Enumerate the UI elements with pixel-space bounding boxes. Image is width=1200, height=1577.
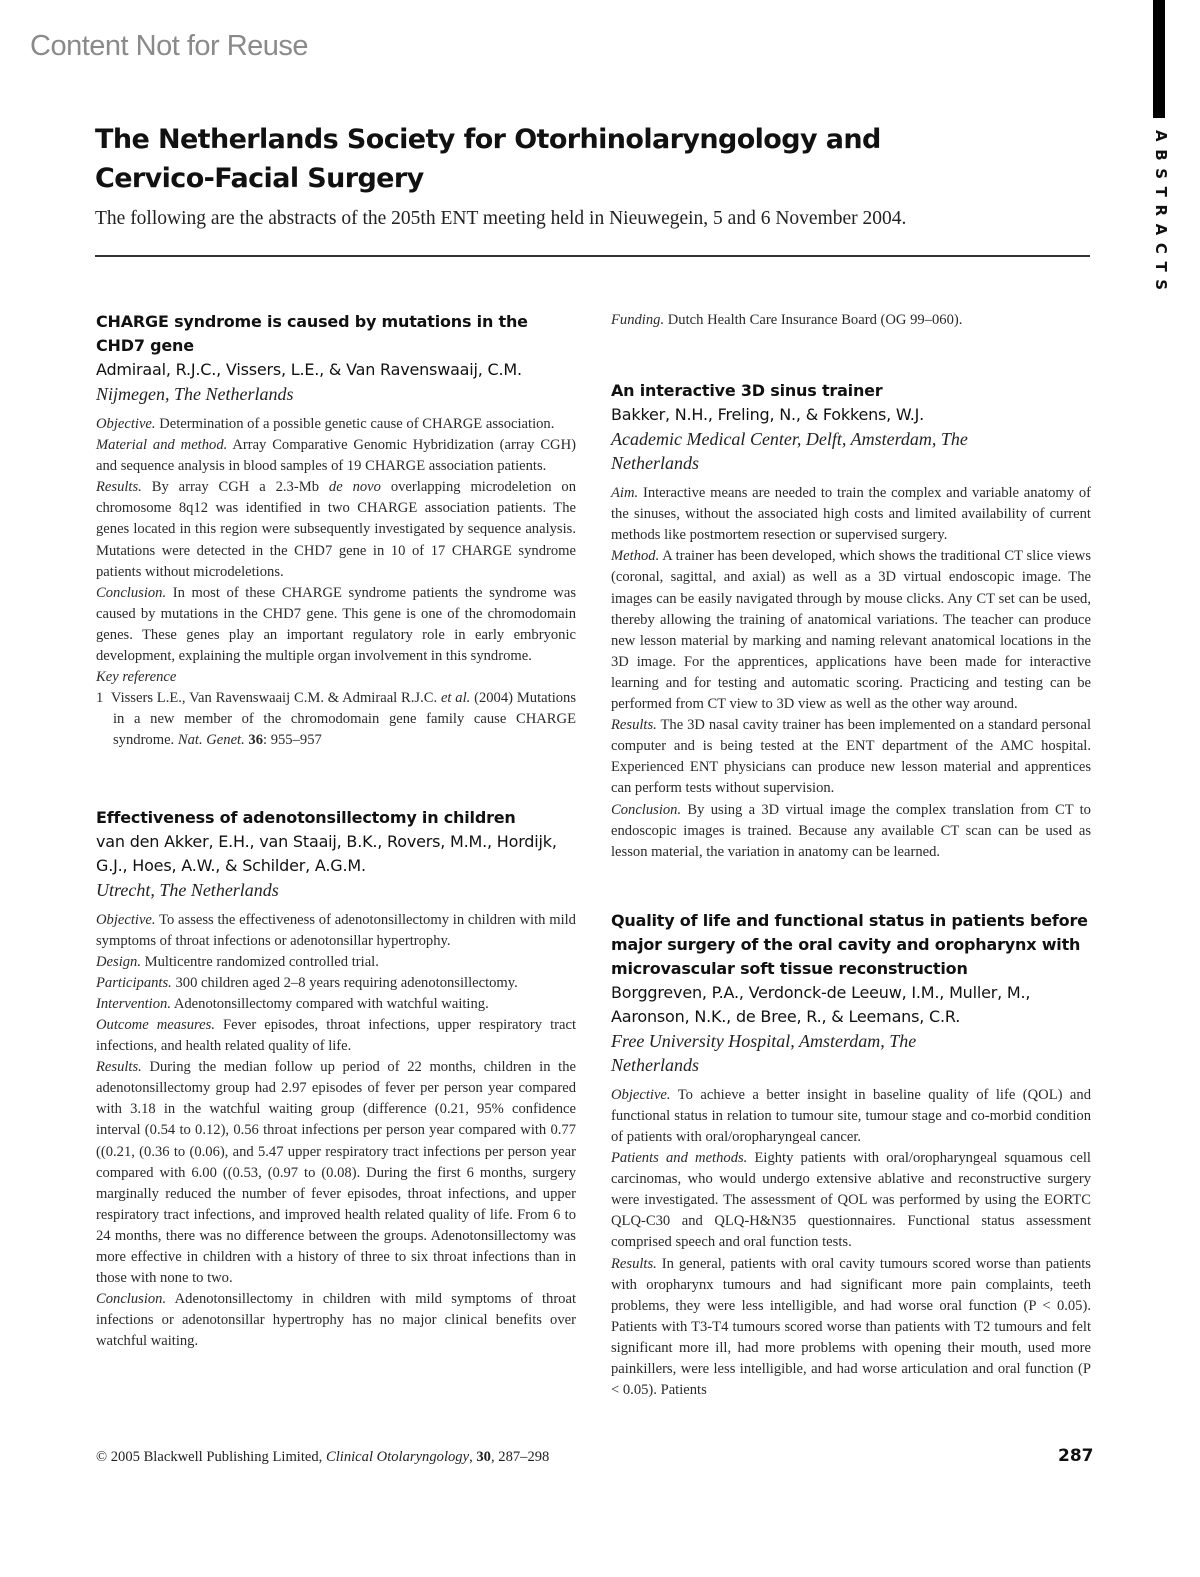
abstract-authors: van den Akker, E.H., van Staaij, B.K., Rovers, M.M., Hordijk, G.J., Hoes, A.W., & Schilder, A.G.M. [96, 831, 557, 875]
section-text: Multicentre randomized controlled trial. [144, 953, 379, 970]
section-label: Design. [96, 953, 141, 970]
section-label: Objective. [611, 1086, 671, 1103]
section-conclusion [96, 583, 576, 667]
footer-copyright: © 2005 Blackwell Publishing Limited, Clinical Otolaryngology, 30, 287–298 [96, 1449, 550, 1465]
abstract-authors: Borggreven, P.A., Verdonck-de Leeuw, I.M., Muller, M., Aaronson, N.K., de Bree, R., & Leemans, C.R. [611, 982, 1031, 1026]
abstract-title: Effectiveness of adenotonsillectomy in children [96, 807, 516, 827]
abstract-affiliation: Utrecht, The Netherlands [96, 879, 279, 900]
abstract-body [611, 483, 1091, 863]
section-label: Patients and methods. [611, 1150, 748, 1167]
section-objective [611, 1085, 1091, 1148]
journal-pages: , 287–298 [490, 1449, 550, 1465]
reference-authors: Vissers L.E., Van Ravenswaaij C.M. & Admiraal R.J.C. [110, 690, 438, 707]
section-text: Adenotonsillectomy compared with watchful waiting. [173, 995, 489, 1012]
section-results [611, 715, 1091, 799]
section-italic-term: de novo [328, 479, 381, 496]
section-label-text: ABSTRACTS [1152, 130, 1170, 298]
section-text: By array CGH a 2.3-Mb [151, 479, 329, 496]
header-divider [95, 255, 1090, 257]
reference-etal: et al. [440, 690, 471, 707]
section-text: overlapping microdeletion on chromosome 8q12 was identified in two CHARGE association patients. The genes located in this region were subsequently investigated by sequence analysis. Mutations were detected in the CHD7 gene in 10 of 17 CHARGE syndrome patients without microdeletions. [96, 479, 576, 580]
abstract-adenotonsillectomy [96, 806, 576, 1353]
section-results [611, 1254, 1091, 1402]
copyright-text: © 2005 Blackwell Publishing Limited, [96, 1449, 326, 1465]
reference-journal: Nat. Genet. [177, 732, 245, 749]
abstract-affiliation: Nijmegen, The Netherlands [96, 384, 294, 404]
section-text: To assess the effectiveness of adenotonsillectomy in children with mild symptoms of throat infections or adenotonsillar hypertrophy. [96, 911, 576, 949]
section-design [96, 952, 576, 973]
section-text: To achieve a better insight in baseline quality of life (QOL) and functional status in relation to tumour site, tumour stage and co-morbid condition of patients with oral/oropharyngeal cancer. [611, 1086, 1092, 1145]
reference-item [96, 688, 576, 751]
section-label: Results. [611, 1255, 657, 1272]
abstract-affiliation: Free University Hospital, Amsterdam, The Netherlands [611, 1030, 917, 1075]
watermark-text: Content Not for Reuse [30, 30, 309, 62]
abstract-quality-of-life [611, 909, 1091, 1401]
section-text: During the median follow up period of 22 months, children in the adenotonsillectomy group had 2.97 episodes of fever per person year compared with 3.18 in the watchful waiting group (difference (0.21, 95% confidence interval (0.54 to 0.12), 0.56 throat infections per person year compared with 0.77 ((0.21, (0.36 to (0.06), and 5.47 upper respiratory tract infections per person year compared with 6.00 ((0.53, (0.97 to (0.08). During the first 6 months, surgery marginally reduced the number of fever episodes, throat infections, and upper respiratory tract infections, and improved health related quality of life. From 6 to 24 months, there was no difference between the groups. Adenotonsillectomy was more effective in children with a history of three to six throat infections than in those with none to two. [96, 1059, 577, 1287]
section-label: Objective. [96, 416, 156, 432]
page-number: 287 [1058, 1446, 1094, 1466]
abstract-sinus-trainer [611, 379, 1091, 863]
abstract-title: CHARGE syndrome is caused by mutations in the CHD7 gene [96, 312, 528, 355]
section-text: In most of these CHARGE syndrome patients the syndrome was caused by mutations in the CHD7 gene. This gene is one of the chromodomain genes. These genes play an important regulatory role in early embryonic development, explaining the multiple organ involvement in this syndrome. [96, 584, 577, 665]
abstract-body [611, 1085, 1091, 1401]
section-text: Fever episodes, throat infections, upper respiratory tract infections, and health related quality of life. [96, 1016, 576, 1055]
abstract-authors: Admiraal, R.J.C., Vissers, L.E., & Van Ravenswaaij, C.M. [96, 360, 522, 379]
reference-volume: 36 [248, 732, 264, 749]
section-label: Objective. [96, 911, 156, 928]
section-results [96, 1057, 576, 1289]
section-funding [611, 310, 1091, 331]
abstract-authors: Bakker, N.H., Freling, N., & Fokkens, W.J. [611, 405, 925, 425]
left-column [96, 310, 576, 1398]
section-text: Adenotonsillectomy in children with mild symptoms of throat infections or adenotonsillar hypertrophy has no major clinical benefits over watchful waiting. [96, 1291, 577, 1350]
section-text: Interactive means are needed to train the complex and variable anatomy of the sinuses, without the associated high costs and limited availability of current methods like postmortem resection or supervised surgery. [611, 485, 1091, 544]
reference-number: 1 [96, 690, 104, 707]
reference-pages: : 955–957 [263, 732, 322, 749]
section-text: By using a 3D virtual image the complex translation from CT to endoscopic images is trained. Because any available CT scan can be used as lesson material, the variation in anatomy can be learned. [611, 801, 1091, 860]
section-outcome-measures [96, 1015, 576, 1057]
section-objective [96, 910, 576, 952]
section-conclusion [96, 1289, 576, 1352]
section-label: Participants. [96, 974, 172, 991]
journal-name: Clinical Otolaryngology [325, 1449, 470, 1465]
section-label: Intervention. [96, 995, 171, 1012]
section-label: Material and method. [96, 437, 228, 454]
section-method [611, 546, 1091, 715]
section-label: Results. [611, 717, 657, 734]
section-label: Method. [611, 548, 660, 565]
section-text: A trainer has been developed, which shows the traditional CT slice views (coronal, sagittal, and axial) as well as a 3D virtual endoscopic image. The images can be easily navigated through by mouse clicks. Any CT set can be used, thereby allowing the training of anatomical variations. The teacher can produce new lesson material by marking and naming relevant anatomical locations in the 3D image. For the apprentices, applications have been made for interactive learning and for testing and automatic scoring. Practicing and testing can be performed from CT view to 3D view as well as the other way around. [611, 548, 1091, 713]
abstract-title: Quality of life and functional status in patients before major surgery of the oral cavity and oropharynx with microvascular soft tissue reconstruction [611, 910, 1088, 978]
section-text: Determination of a possible genetic cause of CHARGE association. [159, 416, 555, 432]
key-reference-heading: Key reference [96, 669, 177, 686]
journal-volume: 30 [476, 1449, 491, 1465]
abstract-charge [96, 310, 576, 752]
reference-title: Mutations in a new member of the chromodomain gene family cause CHARGE syndrome. [113, 690, 577, 749]
section-aim [611, 483, 1091, 546]
reference-year: (2004) [474, 690, 514, 707]
section-label: Conclusion. [611, 801, 682, 818]
section-participants [96, 973, 576, 994]
abstract-title: An interactive 3D sinus trainer [611, 381, 883, 401]
section-text: The 3D nasal cavity trainer has been implemented on a standard personal computer and is being tested at the ENT department of the AMC hospital. Experienced ENT physicians can produce new lesson material and apprentices can perform tests without supervision. [611, 717, 1092, 797]
section-label: Conclusion. [96, 584, 167, 601]
section-label: Results. [96, 1059, 142, 1076]
section-results [96, 477, 576, 582]
abstract-body [96, 414, 576, 752]
section-tab-bar [1153, 0, 1165, 118]
section-patients-methods [611, 1148, 1091, 1253]
abstract-body [96, 910, 576, 1353]
section-text: 300 children aged 2–8 years requiring adenotonsillectomy. [175, 974, 518, 991]
section-text: Array Comparative Genomic Hybridization (array CGH) and sequence analysis in blood samples of 19 CHARGE association patients. [96, 437, 576, 475]
section-conclusion [611, 800, 1091, 863]
section-label: Aim. [611, 485, 639, 502]
section-text: Eighty patients with oral/oropharyngeal squamous cell carcinomas, who would undergo extensive ablative and reconstructive surgery were investigated. The assessment of QOL was performed by using the EORTC QLQ-C30 and QLQ-H&N35 questionnaires. Functional status assessment comprised speech and oral function tests. [611, 1150, 1091, 1251]
section-text: In general, patients with oral cavity tumours scored worse than patients with oropharynx tumours and had significant more pain complaints, teeth problems, they were less intelligible, and had worse oral function (P < 0.05). Patients with T3-T4 tumours scored worse than patients with T2 tumours and felt significant more ill, had more problems with opening their mouth, used more painkillers, were less intelligible, and had worse articulation and oral function (P < 0.05). Patients [611, 1255, 1091, 1399]
section-intervention [96, 994, 576, 1015]
section-tab-label [1142, 130, 1172, 298]
section-label: Conclusion. [96, 1291, 167, 1308]
page-subtitle: The following are the abstracts of the 205th ENT meeting held in Nieuwegein, 5 and 6 November 2004. [95, 208, 907, 229]
abstract-affiliation: Academic Medical Center, Delft, Amsterdam, The Netherlands [611, 429, 968, 474]
section-text: Dutch Health Care Insurance Board (OG 99–060). [667, 312, 963, 328]
abstract-continuation [611, 310, 1091, 331]
right-column [611, 310, 1091, 1447]
section-label: Funding. [611, 312, 665, 328]
section-objective [96, 414, 576, 435]
section-label: Results. [96, 479, 142, 496]
page-title: The Netherlands Society for Otorhinolaryngology and Cervico-Facial Surgery [95, 124, 881, 194]
section-label: Outcome measures. [96, 1016, 215, 1033]
section-method [96, 435, 576, 477]
